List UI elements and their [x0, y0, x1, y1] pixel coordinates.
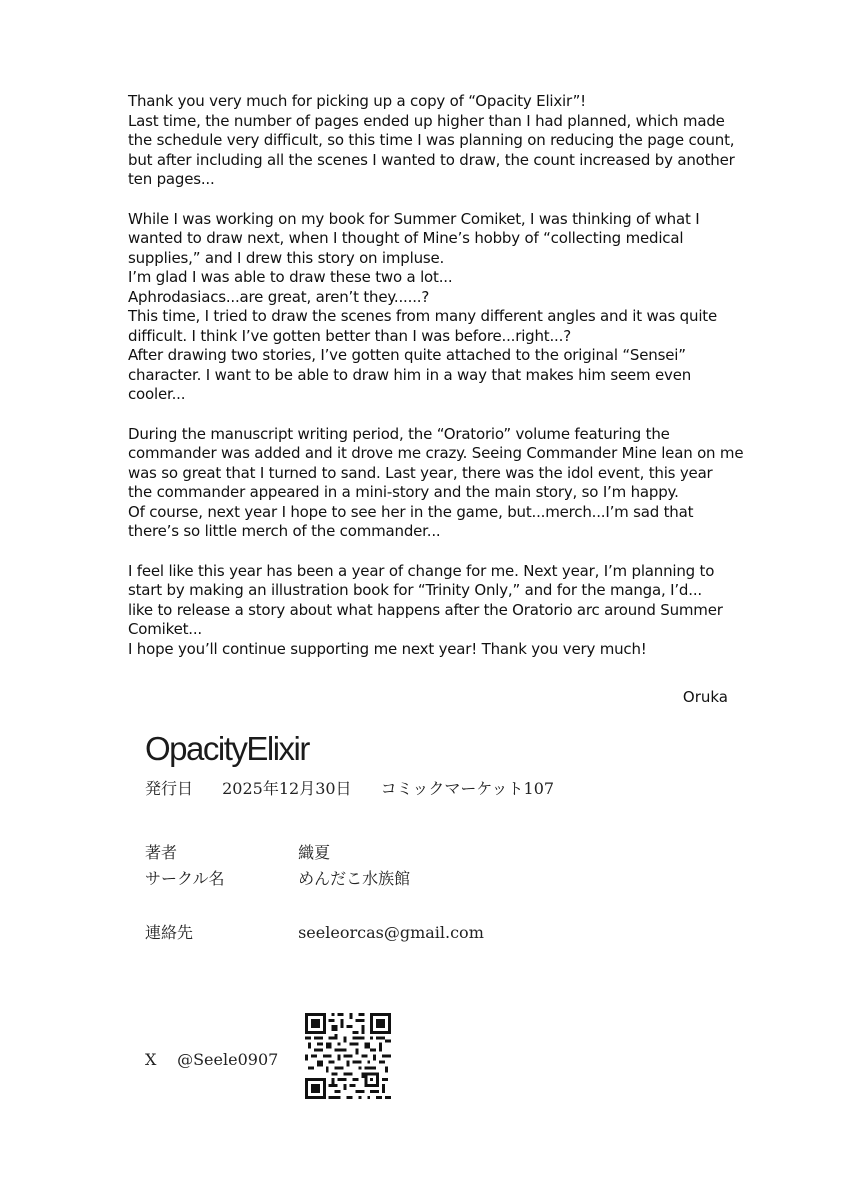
- text-line: but after including all the scenes I wanted to draw, the count increased by another: [128, 150, 735, 169]
- publication-info: [145, 776, 578, 799]
- text-line: I feel like this year has been a year of change for me. Next year, I’m planning to: [128, 561, 715, 580]
- afterword-paragraph-3: [128, 424, 744, 542]
- contact-label: 連絡先: [145, 923, 194, 942]
- author-name: 織夏: [298, 843, 331, 862]
- text-line: there’s so little merch of the commander...: [128, 522, 441, 540]
- text-line: I’m glad I was able to draw these two a lot...: [128, 268, 453, 286]
- text-line: difficult. I think I’ve gotten better than I was before...right...?: [128, 326, 571, 345]
- book-title: OpacityElixir: [145, 730, 309, 767]
- author-signature: Oruka: [682, 688, 728, 706]
- text-line: start by making an illustration book for “Trinity Only,” and for the manga, I’d...: [128, 581, 702, 599]
- circle-label: サークル名: [145, 869, 225, 888]
- text-line: Of course, next year I hope to see her in the game, but...merch...I’m sad that: [128, 502, 694, 521]
- text-line: commander was added and it drove me crazy. Seeing Commander Mine lean on me: [128, 444, 744, 462]
- contact-row: [145, 920, 484, 943]
- text-line: cooler...: [128, 385, 186, 403]
- author-label: 著者: [145, 843, 178, 862]
- text-line: This time, I tried to draw the scenes from many different angles and it was quite: [128, 307, 717, 325]
- text-line: the schedule very difficult, so this time I was planning on reducing the page count,: [128, 131, 735, 149]
- qr-code-icon[interactable]: [305, 1013, 391, 1099]
- text-line: During the manuscript writing period, the “Oratorio” volume featuring the: [128, 424, 670, 443]
- text-line: the commander appeared in a mini-story and the main story, so I’m happy.: [128, 483, 679, 501]
- text-line: After drawing two stories, I’ve gotten quite attached to the original “Sensei”: [128, 346, 686, 364]
- text-line: character. I want to be able to draw him in a way that makes him seem even: [128, 365, 692, 384]
- afterword-paragraph-2: [128, 210, 738, 405]
- afterword-paragraph-4: [128, 562, 738, 660]
- event-name: コミックマーケット107: [380, 779, 555, 798]
- text-line: like to release a story about what happens after the Oratorio arc around Summer: [128, 600, 723, 619]
- publish-date-label: 発行日: [145, 779, 194, 798]
- text-line: ten pages...: [128, 170, 215, 188]
- text-line: supplies,” and I drew this story on impluse.: [128, 248, 445, 267]
- x-account-row: [145, 1050, 278, 1069]
- circle-row: [145, 866, 410, 889]
- circle-name: めんだこ水族館: [298, 869, 411, 888]
- x-label: X: [145, 1050, 157, 1069]
- afterword-paragraph-1: [128, 92, 738, 190]
- text-line: While I was working on my book for Summer Comiket, I was thinking of what I: [128, 209, 700, 228]
- text-line: Aphrodasiacs...are great, aren’t they......?: [128, 287, 430, 306]
- publish-date: 2025年12月30日: [222, 779, 352, 798]
- text-line: Thank you very much for picking up a copy of “Opacity Elixir”!: [128, 92, 586, 110]
- text-line: wanted to draw next, when I thought of Mine’s hobby of “collecting medical: [128, 229, 684, 247]
- author-row: [145, 840, 330, 863]
- text-line: Last time, the number of pages ended up higher than I had planned, which made: [128, 111, 725, 130]
- text-line: Comiket...: [128, 620, 202, 638]
- x-handle[interactable]: @Seele0907: [177, 1050, 279, 1069]
- text-line: I hope you’ll continue supporting me next year! Thank you very much!: [128, 639, 647, 658]
- text-line: was so great that I turned to sand. Last year, there was the idol event, this year: [128, 463, 713, 482]
- qr-code-graphic: [305, 1013, 391, 1099]
- afterword: [128, 92, 744, 659]
- contact-email[interactable]: seeleorcas@gmail.com: [298, 923, 484, 942]
